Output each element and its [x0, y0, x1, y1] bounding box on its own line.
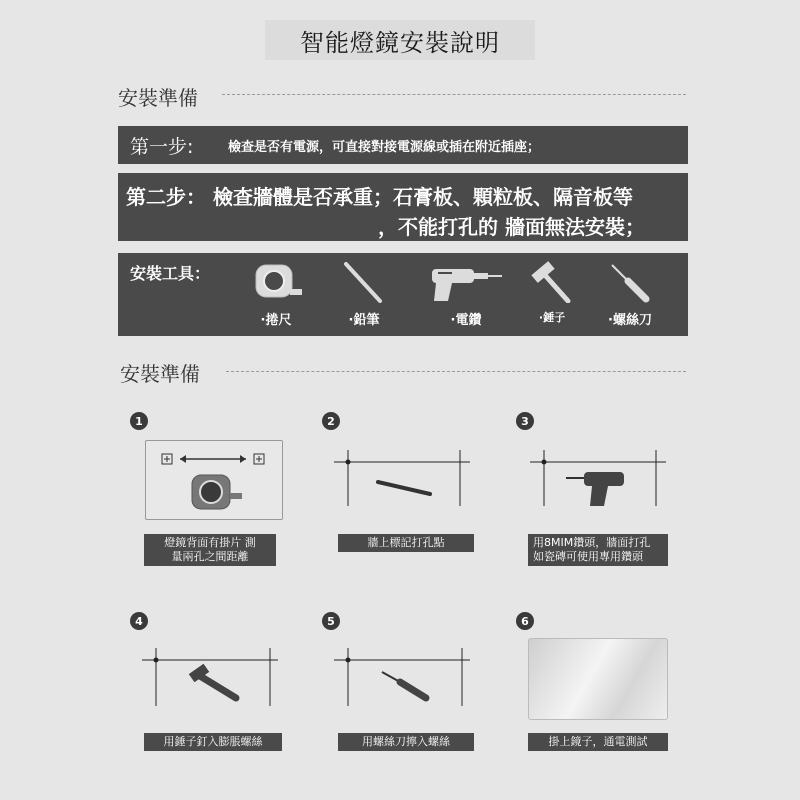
tool-pencil	[334, 261, 394, 328]
measure-distance-icon	[146, 441, 282, 519]
step6-caption	[528, 733, 668, 751]
step1-caption	[144, 534, 276, 566]
mirror-image	[528, 638, 668, 720]
tool-label-tape-measure: ·捲尺	[260, 313, 292, 328]
tool-label-electric-drill: ·電鑽	[450, 313, 482, 328]
section-divider	[226, 371, 686, 372]
step4-caption-line1: 用錘子釘入膨脹螺絲	[163, 735, 263, 748]
tool-label-hammer: ·錘子	[538, 311, 566, 324]
screwdriver-icon	[382, 672, 426, 698]
hammer-icon	[522, 261, 582, 303]
step1-text: 檢查是否有電源，可直接對接電源線或插在附近插座；	[228, 139, 541, 155]
step4-illustration	[138, 646, 288, 708]
section-divider	[222, 94, 686, 95]
tools-bar	[118, 253, 688, 336]
step2-caption-line1: 牆上標記打孔點	[367, 536, 445, 549]
step2-bar	[118, 173, 688, 241]
step3-caption	[528, 534, 668, 566]
screwdriver-icon	[600, 261, 660, 303]
section-heading-preparation: 安裝準備	[118, 86, 198, 110]
step1-caption-line2: 量兩孔之間距離	[171, 550, 249, 563]
tool-electric-drill	[426, 261, 506, 328]
step2-line1: 第二步： 檢查牆體是否承重；石膏板、顆粒板、隔音板等	[126, 185, 633, 209]
section-heading-installation: 安裝準備	[120, 362, 200, 386]
page-title: 智能燈鏡安裝說明	[265, 20, 535, 60]
pencil-icon	[378, 482, 430, 494]
step-number-6: 6	[516, 612, 534, 630]
step-number-3: 3	[516, 412, 534, 430]
step4-caption	[144, 733, 282, 751]
tools-label: 安裝工具：	[130, 264, 211, 283]
hammer-icon	[189, 664, 236, 698]
tool-screwdriver	[600, 261, 660, 328]
step3-illustration	[526, 446, 676, 508]
electric-drill-icon	[566, 472, 624, 506]
tool-label-pencil: ·鉛筆	[348, 313, 380, 328]
step2-caption	[338, 534, 474, 552]
step-number-2: 2	[322, 412, 340, 430]
step2-illustration	[330, 446, 480, 508]
step-number-1: 1	[130, 412, 148, 430]
step6-caption-line1: 掛上鏡子，通電測試	[548, 735, 648, 748]
tape-measure-icon	[246, 261, 306, 303]
step1-bar	[118, 126, 688, 164]
step1-label: 第一步:	[130, 135, 194, 158]
step3-caption-line2: 如瓷磚可使用專用鑽頭	[533, 550, 643, 563]
step3-caption-line1: 用8MIM鑽頭，牆面打孔	[533, 536, 651, 549]
tool-hammer	[522, 261, 582, 325]
electric-drill-icon	[426, 261, 506, 303]
step5-caption	[338, 733, 474, 751]
pencil-icon	[334, 261, 394, 303]
step2-line2: ，不能打孔的 牆面無法安裝；	[378, 215, 645, 239]
step1-caption-line1: 燈鏡背面有掛片 測	[164, 536, 256, 549]
tool-tape-measure	[246, 261, 306, 328]
step5-caption-line1: 用螺絲刀擰入螺絲	[362, 735, 450, 748]
tool-label-screwdriver: ·螺絲刀	[608, 313, 652, 328]
step1-illustration	[145, 440, 283, 520]
step5-illustration	[330, 646, 480, 708]
step-number-4: 4	[130, 612, 148, 630]
step-number-5: 5	[322, 612, 340, 630]
